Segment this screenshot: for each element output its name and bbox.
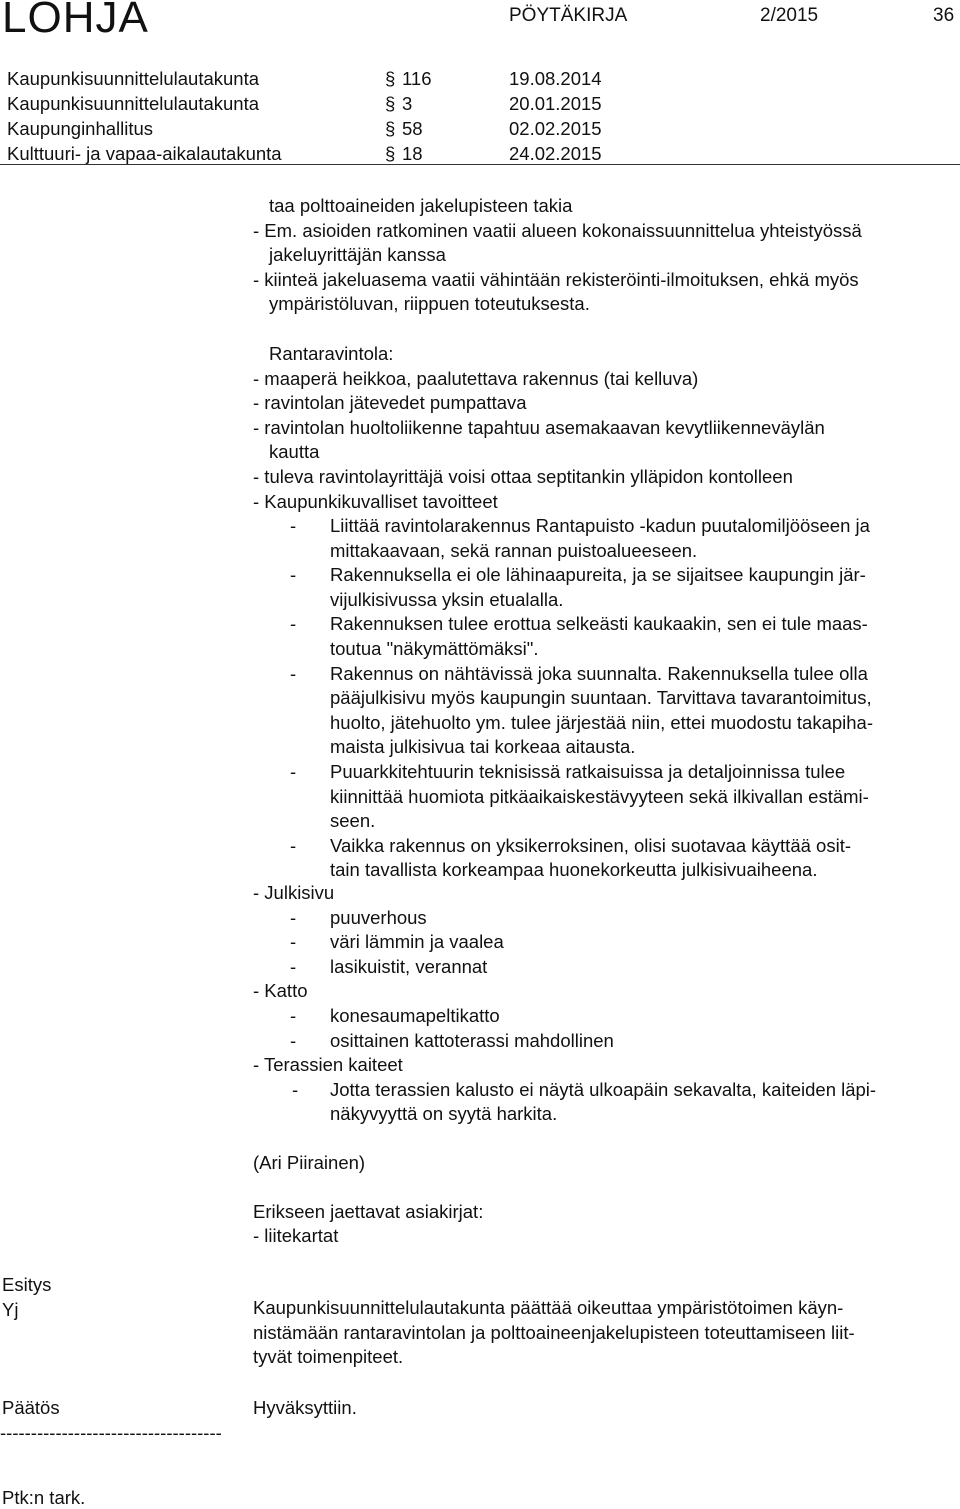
goal-item: [290, 760, 873, 834]
proposer-label: Yj: [2, 1299, 19, 1320]
dash: -: [290, 613, 297, 635]
dash: -: [290, 834, 297, 856]
meeting-date: 19.08.2014: [509, 68, 602, 89]
list-item: - maaperä heikkoa, paalutettava rakennus (tai kelluva): [253, 367, 699, 389]
meeting-body: Kaupunkisuunnittelulautakunta: [7, 68, 259, 89]
subsection-title: - Julkisivu: [253, 882, 335, 903]
text-line: - kiinteä jakeluasema vaatii vähintään rekisteröinti-ilmoituksen, ehkä myös: [253, 268, 859, 290]
goal-line: seen.: [330, 810, 376, 832]
text-line: Kaupunkisuunnittelulautakunta päättää oikeuttaa ympäristötoimen käyn-: [253, 1297, 844, 1318]
goal-line: pääjulkisivu myös kaupungin suuntaan. Tarvittava tavarantoimitus,: [330, 687, 872, 709]
document-number: 2/2015: [760, 5, 819, 26]
meeting-section: 18: [402, 143, 423, 164]
goal-line: vijulkisivussa yksin etualalla.: [330, 588, 564, 610]
section-sign: §: [385, 68, 396, 89]
decision-label: Päätös: [2, 1397, 60, 1418]
intro-text: [253, 194, 862, 317]
section-sign: §: [385, 93, 396, 114]
attachments-title: Erikseen jaettavat asiakirjat:: [253, 1201, 484, 1222]
section-sign: §: [385, 143, 396, 164]
dash: -: [290, 931, 297, 953]
author: (Ari Piirainen): [253, 1152, 366, 1173]
list-item: osittainen kattoterassi mahdollinen: [330, 1029, 614, 1051]
rantaravintola-section: [253, 342, 825, 514]
dash: -: [290, 955, 297, 977]
meeting-body: Kaupunkisuunnittelulautakunta: [7, 93, 259, 114]
julkisivu-section: [253, 881, 876, 1127]
list-item-continuation: kautta: [269, 441, 320, 463]
goal-item: [290, 834, 873, 883]
meeting-section: 58: [402, 118, 423, 139]
list-item: - ravintolan jätevedet pumpattava: [253, 392, 527, 414]
meeting-date: 02.02.2015: [509, 118, 602, 139]
text-line: - Em. asioiden ratkominen vaatii alueen kokonaissuunnittelua yhteistyössä: [253, 219, 862, 241]
list-item: Jotta terassien kalusto ei näytä ulkoapäin sekavalta, kaiteiden läpi-: [330, 1078, 877, 1100]
list-item: puuverhous: [330, 906, 427, 928]
goal-line: kiinnittää huomiota pitkäaikaiskestävyyteen sekä ilkivallan estämi-: [330, 785, 869, 807]
attachment-item: - liitekartat: [253, 1225, 339, 1246]
goal-line: maista julkisivua tai korkeaa aitausta.: [330, 736, 636, 758]
text-line: taa polttoaineiden jakelupisteen takia: [269, 195, 573, 216]
goal-line: huolto, jätehuolto ym. tulee järjestää niin, ettei muodostu takapiha-: [330, 711, 873, 733]
goal-item: [290, 563, 873, 612]
dash: -: [290, 906, 297, 928]
goal-line: toutua "näkymättömäksi".: [330, 637, 539, 659]
text-line: tyvät toimenpiteet.: [253, 1346, 404, 1368]
proposal-label: Esitys: [2, 1274, 52, 1295]
meeting-date: 20.01.2015: [509, 93, 602, 114]
goal-item: [290, 514, 873, 563]
dash: -: [290, 564, 297, 586]
list-item: väri lämmin ja vaalea: [330, 931, 504, 953]
header-divider: [0, 164, 960, 165]
goal-line: mittakaavaan, sekä rannan puistoalueeseen.: [330, 539, 698, 561]
meeting-section: 3: [402, 93, 413, 114]
goal-line: Rakennuksella ei ole lähinaapureita, ja se sijaitsee kaupungin jär-: [330, 564, 866, 586]
list-item: lasikuistit, verannat: [330, 955, 488, 977]
decision-text: Hyväksyttiin.: [253, 1397, 357, 1418]
text-line: jakeluyrittäjän kanssa: [269, 244, 446, 266]
dash: -: [290, 760, 297, 782]
goal-item: [290, 662, 873, 760]
list-item: - ravintolan huoltoliikenne tapahtuu asemakaavan kevytliikenneväylän: [253, 416, 825, 438]
list-item: - Kaupunkikuvalliset tavoitteet: [253, 490, 498, 512]
list-item: - tuleva ravintolayrittäjä voisi ottaa septitankin ylläpidon kontolleen: [253, 465, 793, 487]
text-line: nistämään rantaravintolan ja polttoaineenjakelupisteen toteuttamiseen liit-: [253, 1321, 855, 1343]
section-heading: Rantaravintola:: [269, 343, 394, 364]
goal-line: Liittää ravintolarakennus Rantapuisto -kadun puutalomiljööseen ja: [330, 515, 870, 536]
goal-line: Vaikka rakennus on yksikerroksinen, olisi suotavaa käyttää osit-: [330, 834, 851, 856]
text-line: ympäristöluvan, riippuen toteutuksesta.: [269, 293, 590, 315]
goal-line: Puuarkkitehtuurin teknisissä ratkaisuissa ja detaljoinnissa tulee: [330, 760, 846, 782]
dash: -: [290, 1004, 297, 1026]
list-item: konesaumapeltikatto: [330, 1004, 500, 1026]
dash: -: [292, 1078, 299, 1100]
dash: -: [290, 515, 297, 536]
meeting-date: 24.02.2015: [509, 143, 602, 164]
goals-list: [290, 514, 873, 883]
goal-line: tain tavallista korkeampaa huonekorkeutta julkisivuaiheena.: [330, 859, 818, 881]
goal-line: Rakennus on nähtävissä joka suunnalta. Rakennuksella tulee olla: [330, 662, 868, 684]
minutes-checker-label: Ptk:n tark.: [2, 1487, 86, 1508]
page-number: 36: [933, 5, 955, 26]
meeting-body: Kulttuuri- ja vapaa-aikalautakunta: [7, 143, 282, 164]
section-sign: §: [385, 118, 396, 139]
subsection-title: - Terassien kaiteet: [253, 1054, 403, 1076]
list-item-continuation: näkyvyyttä on syytä harkita.: [330, 1103, 558, 1125]
lohja-logo: LOHJA: [2, 0, 149, 42]
separator-line: ------------------------------------: [0, 1422, 222, 1443]
document-type: PÖYTÄKIRJA: [509, 5, 628, 26]
proposal-text: [253, 1296, 855, 1370]
goal-line: Rakennuksen tulee erottua selkeästi kaukaakin, sen ei tule maas-: [330, 613, 868, 635]
meeting-body: Kaupunginhallitus: [7, 118, 154, 139]
goal-item: [290, 612, 873, 661]
meeting-section: 116: [402, 68, 432, 89]
dash: -: [290, 662, 297, 684]
dash: -: [290, 1029, 297, 1051]
subsection-title: - Katto: [253, 980, 308, 1002]
